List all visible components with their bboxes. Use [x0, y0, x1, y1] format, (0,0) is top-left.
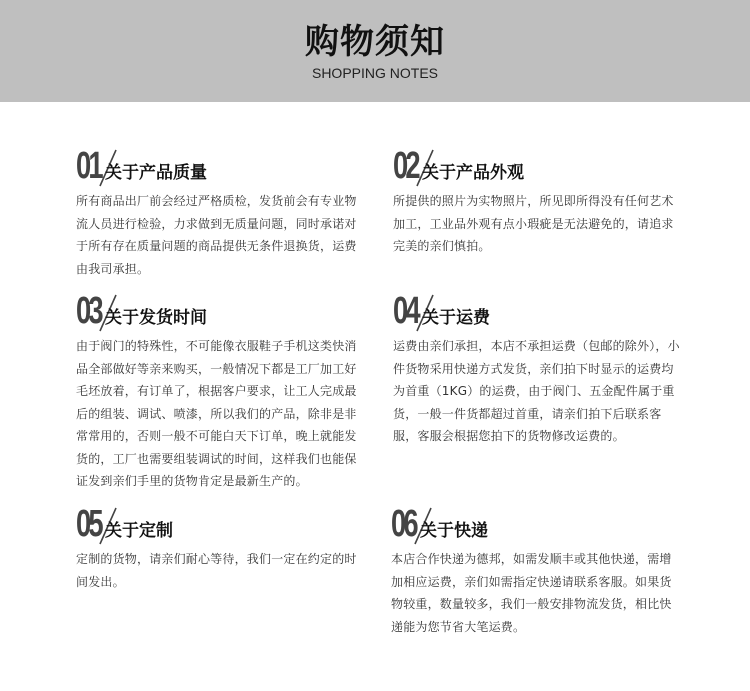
page-subtitle: SHOPPING NOTES — [311, 65, 439, 81]
item-title: 关于定制 — [105, 521, 173, 541]
item-title: 关于快递 — [420, 521, 488, 541]
notice-item-header — [76, 145, 366, 190]
page-title: 购物须知 — [305, 22, 445, 62]
notice-item-courier — [391, 503, 681, 638]
item-body: 所有商品出厂前会经过严格质检，发货前会有专业物流人员进行检验，力求做到无质量问题，同时承诺对于所有存在质量问题的商品提供无条件退换货，运费由我司承担。 — [76, 194, 357, 276]
item-number: 06 — [391, 503, 416, 545]
notice-item-header — [76, 290, 366, 335]
notice-item-shipping-time — [76, 290, 366, 493]
item-body: 定制的货物，请亲们耐心等待，我们一定在约定的时间发出。 — [76, 552, 357, 589]
notice-item-appearance — [393, 145, 683, 258]
notice-item-header — [393, 290, 683, 335]
notice-item-header — [76, 503, 366, 548]
notice-item-header — [391, 503, 681, 548]
item-number: 05 — [76, 503, 101, 545]
item-body: 运费由亲们承担，本店不承担运费（包邮的除外），小件货物采用快递方式发货，亲们拍下时显示的运费均为首重（1KG）的运费，由于阀门、五金配件属于重货，一般一件货都超过首重，请亲们拍下后联系客服，客服会根据您拍下的货物修改运费的。 — [393, 339, 680, 443]
item-title: 关于发货时间 — [105, 308, 207, 328]
item-title: 关于产品外观 — [422, 163, 524, 183]
item-title: 关于产品质量 — [105, 163, 207, 183]
header-banner — [0, 0, 750, 102]
item-number: 01 — [76, 145, 101, 187]
notice-item-custom — [76, 503, 366, 593]
item-body: 所提供的照片为实物照片，所见即所得没有任何艺术加工，工业品外观有点小瑕疵是无法避免的，请追求完美的亲们慎拍。 — [393, 194, 674, 253]
item-title: 关于运费 — [422, 308, 490, 328]
item-number: 02 — [393, 145, 418, 187]
item-body: 本店合作快递为德邦，如需发顺丰或其他快递，需增加相应运费，亲们如需指定快递请联系客服。如果货物较重，数量较多，我们一般安排物流发货，相比快递能为您节省大笔运费。 — [391, 552, 672, 634]
item-number: 03 — [76, 290, 101, 332]
item-body: 由于阀门的特殊性，不可能像衣服鞋子手机这类快消品全部做好等亲来购买，一般情况下都是工厂加工好毛坯放着，有订单了，根据客户要求，让工人完成最后的组装、调试、喷漆，所以我们的产品，除非是非常常用的，否则一般不可能白天下订单，晚上就能发货的，工厂也需要组装调试的时间，这样我们也能保证发到亲们手里的货物肯定是最新生产的。 — [76, 339, 357, 488]
notice-item-quality — [76, 145, 366, 280]
item-number: 04 — [393, 290, 418, 332]
notice-item-header — [393, 145, 683, 190]
notice-item-freight — [393, 290, 683, 448]
